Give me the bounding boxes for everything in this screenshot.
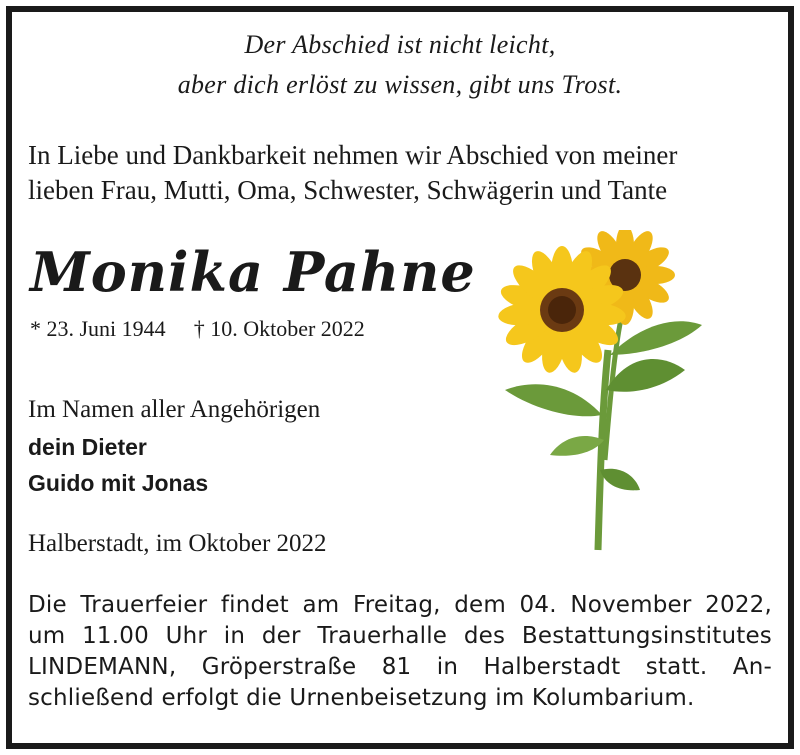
signature-line-2: dein Dieter <box>28 434 147 460</box>
deceased-name: Monika Pahne <box>30 240 476 304</box>
notice-line-1: Die Trauerfeier findet am Freitag, dem 04. November 2022, <box>28 592 772 618</box>
intro-line-2: lieben Frau, Mutti, Oma, Schwester, Schwägerin und Tante <box>28 175 668 205</box>
notice-line-4: schließend erfolgt die Urnenbeisetzung im Kolumbarium. <box>28 685 695 711</box>
sunflower-icon <box>490 230 720 560</box>
place-date: Halberstadt, im Oktober 2022 <box>28 530 327 557</box>
intro-line-1: In Liebe und Dankbarkeit nehmen wir Abschied von meiner <box>28 140 678 170</box>
death-date: † 10. Oktober 2022 <box>193 316 365 341</box>
motto-line-2: aber dich erlöst zu wissen, gibt uns Trost. <box>177 70 623 99</box>
notice-line-3: LINDEMANN, Gröperstraße 81 in Halberstadt statt. An- <box>28 654 772 680</box>
notice-line-2: um 11.00 Uhr in der Trauerhalle des Bestattungsinstitutes <box>28 623 772 649</box>
birth-date: * 23. Juni 1944 <box>30 316 166 341</box>
signature-line-3: Guido mit Jonas <box>28 470 209 496</box>
service-notice <box>28 590 772 714</box>
life-dates <box>30 316 365 342</box>
motto-line-1: Der Abschied ist nicht leicht, <box>244 30 556 59</box>
signature-line-1: Im Namen aller Angehörigen <box>28 396 321 423</box>
